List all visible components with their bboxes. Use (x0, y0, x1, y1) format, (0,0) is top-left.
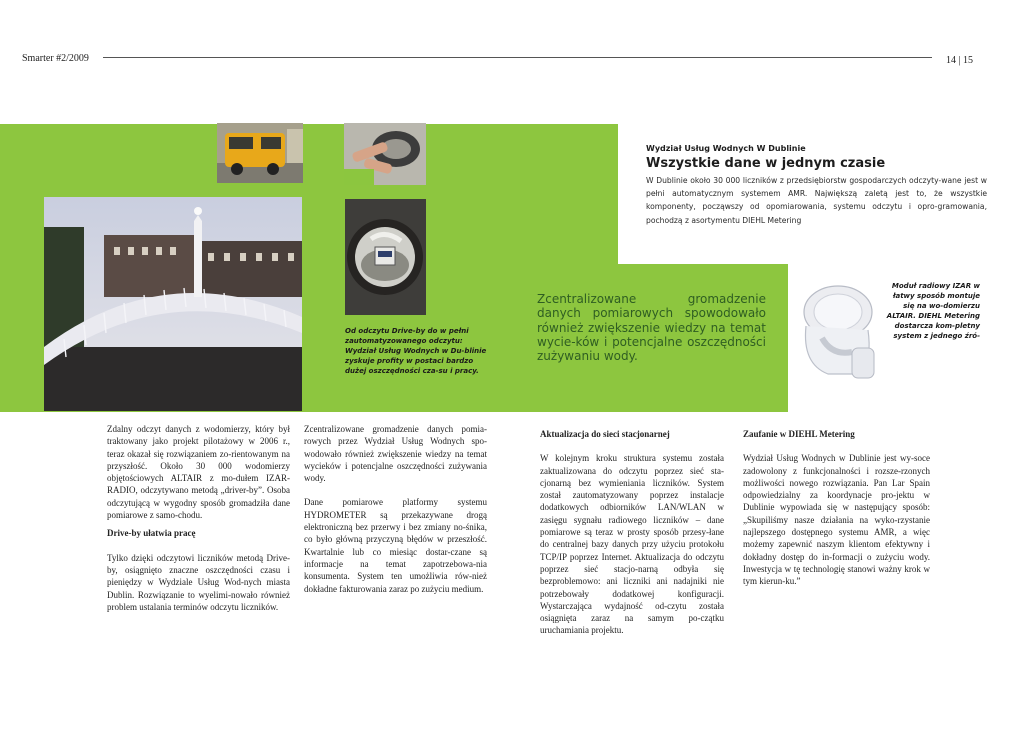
article-title: Wszystkie dane w jednym czasie (646, 156, 886, 171)
article-lead: W Dublinie około 30 000 liczników z przedsiębiorstw gospodarczych odczyty-wane jest w pełni automatycznym systemem AMR. Największą zaletą jest to, że wszystkie komponenty, począwszy od opomiarowania, systemu odczytu i opro-gramowania, pochodzą z asortymentu DIEHL Metering (646, 176, 987, 225)
bridge-photo (44, 197, 302, 411)
magazine-issue: Smarter #2/2009 (22, 53, 89, 64)
column-4-heading: Zaufanie w DIEHL Metering (743, 429, 855, 439)
column-3-heading: Aktualizacja do sieci stacjonarnej (540, 429, 670, 439)
column-1-paragraph-2: Tylko dzięki odczytowi liczników metodą Drive-by, osiągnięto znaczne oszczędności czasu i pieniędzy w Wydziale Usług Wod-nych miasta Dublin. Rozwiązanie to wyelimi-nowało również problem ustalania terminów odczytu liczników. (107, 552, 290, 612)
text-column-2 (304, 423, 487, 607)
izar-caption: Moduł radiowy IZAR w łatwy sposób montuje się na wo-domierzu ALTAIR. DIEHL Metering dostarcza kom-pletny system z jednego źró- (886, 282, 980, 340)
manhole-photo (345, 199, 426, 315)
article-kicker: Wydział Usług Wodnych W Dublinie (646, 144, 806, 153)
column-3-paragraph-1: W kolejnym kroku struktura systemu została zaktualizowana do odczytu poprzez sieć sta-cjonarną bez wymieniania liczników. System został zautomatyzowany poprzez instalacje dodatkowych odbiorników LAN/WLAN w zasięgu sygnału radiowego liczników – dane pomiarowe są teraz w prosty sposób przesy-łane do centralnej bazy danych przy użyciu protokołu TCP/IP poprzez Internet. Aktualizacja do odczytu poprzez sieć stacjo-narną odbyła się bezproblemowo: ani liczniki ani nadajniki nie potrzebowały dodatkowej konfiguracji. Wystarczająca wydajność od-czytu została osiągnięta zaraz na samym po-czątku uruchamiania projektu. (540, 453, 724, 636)
driver-photo (344, 123, 426, 185)
driveby-caption: Od odczytu Drive-by do w pełni zautomatyzowanego odczytu: Wydział Usług Wodnych w Du-blinie zyskuje profity w postaci bardzo dużej oszczędności cza-su i pracy. (345, 327, 487, 375)
header-rule (103, 57, 932, 58)
text-column-4 (743, 428, 930, 600)
column-1-paragraph-1: Zdalny odczyt danych z wodomierzy, który był traktowany jako projekt pilotażowy w 2006 r., teraz okazał się rozwiązaniem zo-rientowanym na przyszłość. Około 30 000 wodomierzy objętościowych ALTAIR z mo-dułem IZAR-RADIO, odczytywano metodą „driver-by”. Osoba odczytującą w wygodny sposób gromadziła dane pomiarowe z samo-chodu. (107, 424, 290, 521)
column-4-paragraph-1: Wydział Usług Wodnych w Dublinie jest wy-soce zadowolony z funkcjonalności i rozsze-rzonych możliwości nowego rozwiązania. Pan Lar Spain odpowiedzialny za koordynacje pro-jektu w Dublinie wypowiada się w następujący sposób: „Skupiliśmy nasze działania na wyko-rzystanie najlepszego dostępnego systemu AMR, a więc możemy zapewnić naszym klientom efektywny i dokładny dostęp do in-formacji o zużyciu wody. Inwestycja w tę technologię stanowi ważny krok w tym kierun-ku.” (743, 453, 930, 587)
van-photo (217, 123, 303, 183)
column-2-paragraph-2: Dane pomiarowe platformy systemu HYDROMETER są przekazywane drogą elektroniczną bez przerwy i bez zmiany no-śnika, co było główną przyczyną błędów w przeszłość. Kwartalnie lub co miesiąc dostar-czane są informacje na temat zapotrzebowa-nia konsumenta. System ten umożliwia rów-nież dokładne fakturowania zaraz po zużyciu medium. (304, 497, 487, 594)
izar-module-photo (792, 278, 880, 398)
pull-quote: Zcentralizowane gromadzenie danych pomiarowych spowodowało również zwiększenie wiedzy na temat wycie-ków i potencjalne oszczędności zużywaniu wody. (537, 292, 766, 364)
text-column-1 (107, 423, 290, 625)
column-1-heading: Drive-by ułatwia pracę (107, 528, 196, 539)
page-numbers: 14 | 15 (946, 55, 974, 66)
column-2-paragraph-1: Zcentralizowane gromadzenie danych pomia-rowych przez Wydział Usług Wodnych spo-wodowało również zwiększenie wiedzy na temat wycieków i potencjalne oszczędności zużywania wody. (304, 424, 487, 484)
text-column-3 (540, 428, 724, 649)
